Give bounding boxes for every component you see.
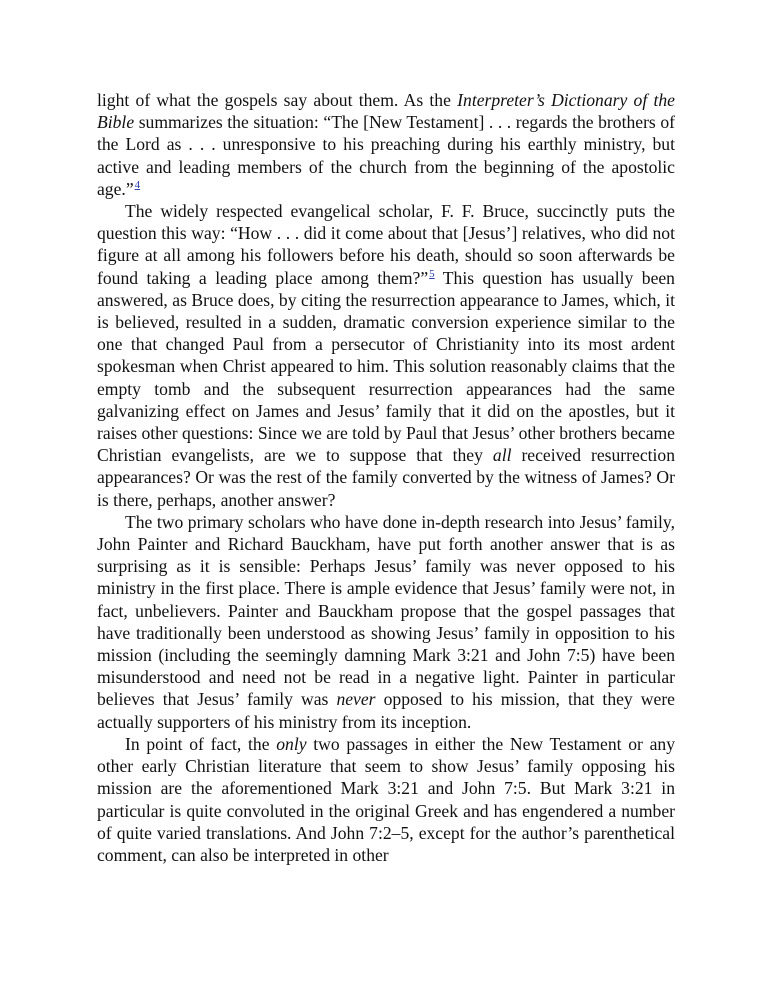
italic-emphasis: all (492, 445, 512, 466)
text-run: received resurrection appearances? Or was the rest of the family converted by the witness of James? Or is there, perhaps, another answer? (97, 445, 676, 510)
text-run: This question has usually been answered, as Bruce does, by citing the resurrection appearance to James, which, it is believed, resulted in a sudden, dramatic conversion experience similar to the one that changed Paul from a persecutor of Christianity into its most ardent spokesman when Christ appeared to him. This solution reasonably claims that the empty tomb and the subsequent resurrection appearances had the same galvanizing effect on James and Jesus’ family that it did on the apostles, but it raises other questions: Since we are told by Paul that Jesus’ other brothers became Christian evangelists, are we to suppose that they (97, 267, 675, 466)
paragraph-4 (97, 733, 675, 866)
footnote-link-5[interactable]: 5 (429, 267, 435, 280)
paragraph-3 (97, 511, 675, 733)
text-run: opposed to his mission, that they were actually supporters of his ministry from its inception. (97, 689, 675, 732)
paragraph-1 (97, 89, 675, 200)
page-body (97, 89, 675, 866)
text-run: light of what the gospels say about them. As the (97, 90, 458, 110)
text-run: two passages in either the New Testament or any other early Christian literature that seem to show Jesus’ family opposing his mission are the aforementioned Mark 3:21 and John 7:5. But Mark 3:21 in particular is quite convoluted in the original Greek and has engendered a number of quite varied translations. And John 7:2–5, except for the author’s parenthetical comment, can also be interpreted in other (97, 733, 675, 865)
paragraph-2 (97, 200, 675, 511)
text-run: The widely respected evangelical scholar, F. F. Bruce, succinctly puts the question this way: “How . . . did it come about that [Jesus’] relatives, who did not figure at all among his followers before his death, should so soon afterwards be found taking a leading place among them?” (97, 201, 675, 288)
italic-emphasis: never (336, 689, 376, 710)
italic-title: Interpreter’s Dictionary of the Bible (97, 90, 675, 133)
text-run: In point of fact, the (125, 733, 277, 754)
text-run: summarizes the situation: “The [New Testament] . . . regards the brothers of the Lord as . . . unresponsive to his preaching during his earthly ministry, but active and leading members of the church from the beginning of the apostolic age.” (97, 112, 675, 199)
footnote-link-4[interactable]: 4 (134, 178, 141, 191)
italic-emphasis: only (276, 733, 307, 754)
text-run: The two primary scholars who have done in-depth research into Jesus’ family, John Painter and Richard Bauckham, have put forth another answer that is as surprising as it is sensible: Perhaps Jesus’ family was never opposed to his ministry in the first place. There is ample evidence that Jesus’ family were not, in fact, unbelievers. Painter and Bauckham propose that the gospel passages that have traditionally been understood as showing Jesus’ family in opposition to his mission (including the seemingly damning Mark 3:21 and John 7:5) have been misunderstood and need not be read in a negative light. Painter in particular believes that Jesus’ family was (97, 511, 675, 710)
